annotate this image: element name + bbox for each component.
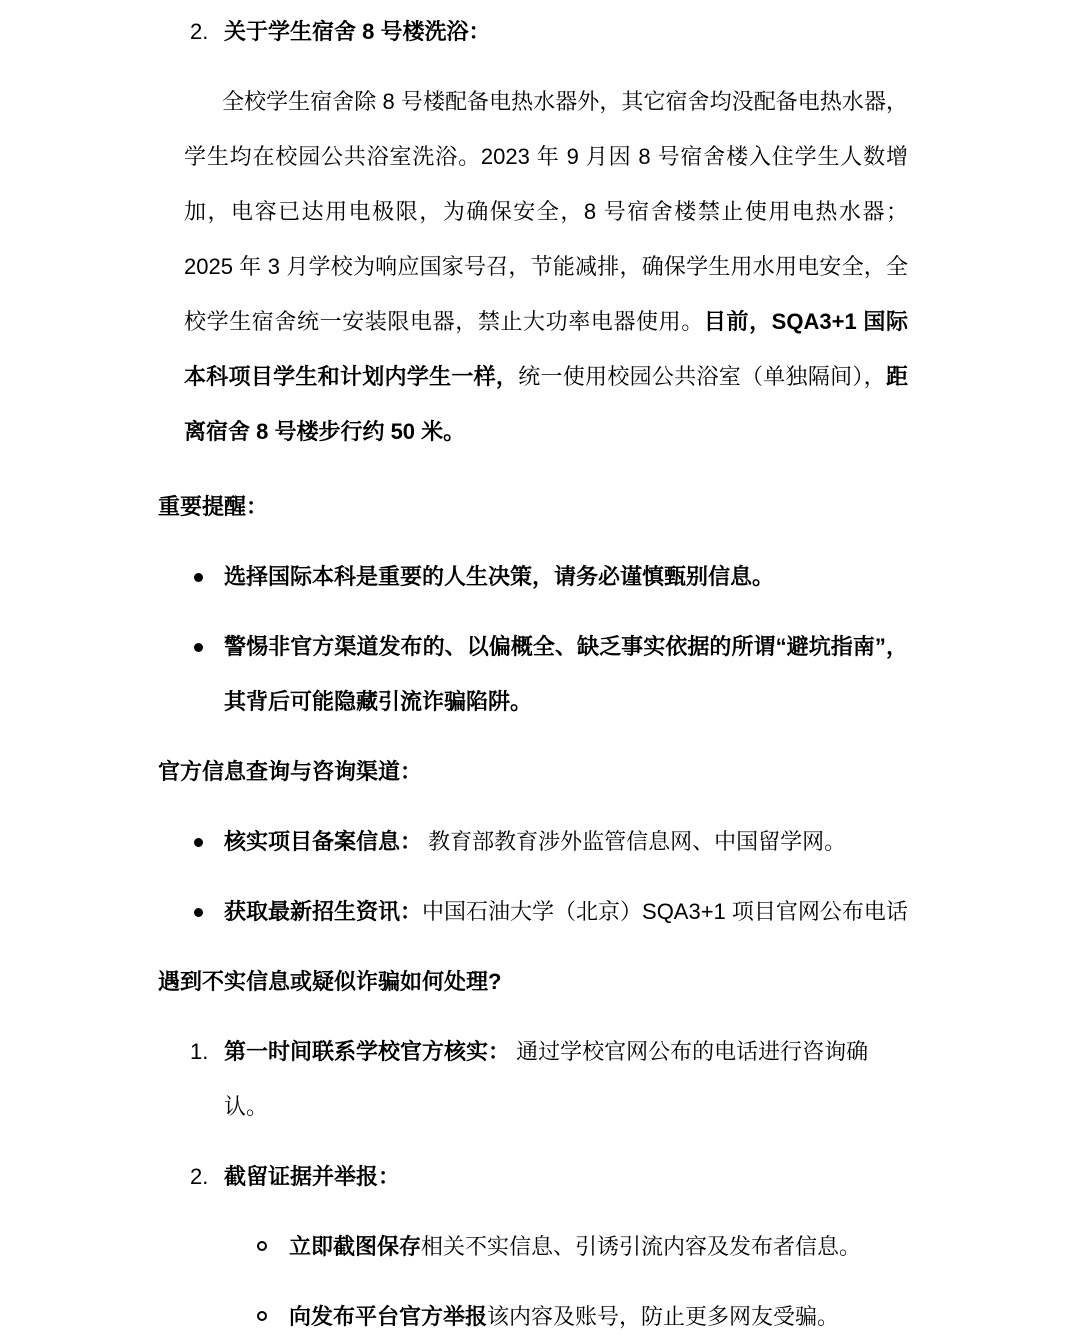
handling-item-1-text <box>224 1024 908 1134</box>
paragraph-text-bold-distance: 距离宿舍 8 号楼步行约 50 米。 <box>184 364 908 444</box>
bullet-dot-icon <box>194 814 224 869</box>
channels-bullet-1 <box>158 814 1068 869</box>
handling-sub-bullet-2 <box>158 1289 1068 1344</box>
paragraph-text-regular: 全校学生宿舍除 8 号楼配备电热水器外，其它宿舍均没配备电热水器，学生均在校园公共浴室洗浴。2023 年 9 月因 8 号宿舍楼入住学生人数增加，电容已达用电极限，为确保安全，8 号宿舍楼禁止使用电热水器；2025 年 3 月学校为响应国家号召，节能减排，确保学生用水用电安全，全校学生宿舍统一安装限电器，禁止大功率电器使用。 <box>184 89 908 334</box>
numbered-item-dorm-shower <box>158 4 1068 59</box>
channels-bullet-2-label: 获取最新招生资讯： <box>224 899 423 924</box>
dorm-shower-paragraph <box>184 74 908 459</box>
list-number: 2. <box>190 19 209 44</box>
handling-sub-bullet-2-text <box>289 1289 940 1344</box>
channels-bullet-1-text <box>224 814 908 869</box>
channels-bullet-2 <box>158 884 1068 939</box>
channels-bullet-2-text <box>224 884 908 939</box>
circle-bullet-icon <box>257 1289 289 1344</box>
channels-bullet-1-value: 教育部教育涉外监管信息网、中国留学网。 <box>422 829 847 854</box>
handling-item-2 <box>158 1149 1068 1204</box>
paragraph-text-bold-sqa: 目前，SQA3+1 国际本科项目学生和计划内学生一样， <box>184 309 908 389</box>
bullet-dot-icon <box>194 884 224 939</box>
reminder-bullet-1 <box>158 549 1068 604</box>
handling-sub-bullet-1-text <box>289 1219 940 1274</box>
sub-bullet-1-label: 立即截图保存 <box>289 1234 422 1259</box>
heading-official-channels: 官方信息查询与咨询渠道： <box>158 759 423 784</box>
sub-bullet-1-value: 相关不实信息、引诱引流内容及发布者信息。 <box>421 1234 862 1259</box>
paragraph-text-regular-2: 统一使用校园公共浴室（单独隔间）， <box>518 364 886 389</box>
channels-bullet-1-label: 核实项目备案信息： <box>224 829 423 854</box>
handling-item-1 <box>158 1024 1068 1134</box>
section-title: 关于学生宿舍 8 号楼洗浴： <box>224 19 491 44</box>
list-number: 1. <box>190 1039 209 1064</box>
circle-bullet-icon <box>257 1219 289 1274</box>
handling-item-2-label: 截留证据并举报： <box>224 1164 401 1189</box>
handling-item-1-label: 第一时间联系学校官方核实： <box>224 1039 511 1064</box>
heading-important-reminder: 重要提醒： <box>158 494 269 519</box>
heading-handling-fraud: 遇到不实信息或疑似诈骗如何处理? <box>158 969 502 994</box>
channels-bullet-2-value: 中国石油大学（北京）SQA3+1 项目官网公布电话 <box>422 899 908 924</box>
sub-bullet-2-label: 向发布平台官方举报 <box>289 1304 488 1329</box>
list-number: 2. <box>190 1164 209 1189</box>
bullet-dot-icon <box>194 619 224 674</box>
sub-bullet-2-value: 该内容及账号，防止更多网友受骗。 <box>487 1304 840 1329</box>
handling-item-1-value: 通过学校官网公布的电话进行咨询确认。 <box>224 1039 869 1119</box>
bullet-dot-icon <box>194 549 224 604</box>
reminder-bullet-1-text: 选择国际本科是重要的人生决策，请务必谨慎甄别信息。 <box>224 564 775 589</box>
reminder-bullet-2-text: 警惕非官方渠道发布的、以偏概全、缺乏事实依据的所谓“避坑指南”，其背后可能隐藏引流诈骗陷阱。 <box>224 634 908 714</box>
handling-sub-bullet-1 <box>158 1219 1068 1274</box>
reminder-bullet-2 <box>158 619 1068 729</box>
